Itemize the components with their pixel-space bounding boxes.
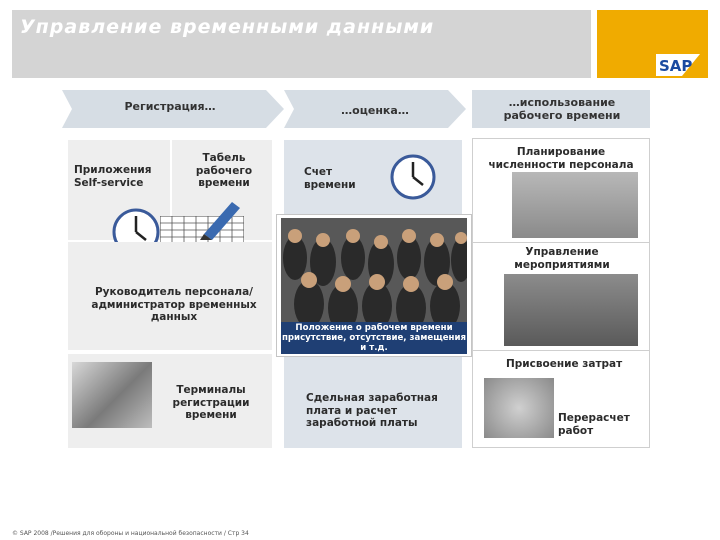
label-recalc: Перерасчет работ <box>558 412 630 437</box>
label-manager: Руководитель персонала/администратор временных данных <box>91 286 257 323</box>
label-events: Управление мероприятиями <box>514 246 610 271</box>
label-piecework: Сдельная заработная плата и расчет заработной платы <box>306 392 438 429</box>
pen-icon <box>198 196 244 240</box>
page-title: Управление временными данными <box>20 16 435 38</box>
phase-label-registration: Регистрация… <box>124 100 216 113</box>
status-caption: Положение о рабочем времени присутствие, отсутствие, замещения и т.д. <box>281 323 467 353</box>
label-time-account: Счет времени <box>304 166 356 191</box>
divider <box>472 242 650 243</box>
label-timesheet: Табель рабочего времени <box>195 152 253 189</box>
phase-label-usage: …использование рабочего времени <box>503 96 621 122</box>
planning-photo <box>512 172 638 238</box>
events-photo <box>504 274 638 346</box>
terminal-photo <box>72 362 152 428</box>
label-planning: Планирование численности персонала <box>488 146 634 171</box>
phase-label-evaluation: …оценка… <box>341 104 409 117</box>
footer: © SAP 2008 /Решения для обороны и национальной безопасности / Стр 34 <box>12 530 249 537</box>
caliper-photo <box>484 378 554 438</box>
label-cost: Присвоение затрат <box>506 358 623 370</box>
clock-icon <box>388 154 438 200</box>
crowd-photo <box>281 218 467 322</box>
sap-logo-text: SAP <box>659 57 693 75</box>
sap-logo <box>656 54 700 76</box>
divider <box>472 350 650 351</box>
label-terminals: Терминалы регистрации времени <box>172 384 250 421</box>
label-self-service: Приложения Self-service <box>74 164 152 189</box>
